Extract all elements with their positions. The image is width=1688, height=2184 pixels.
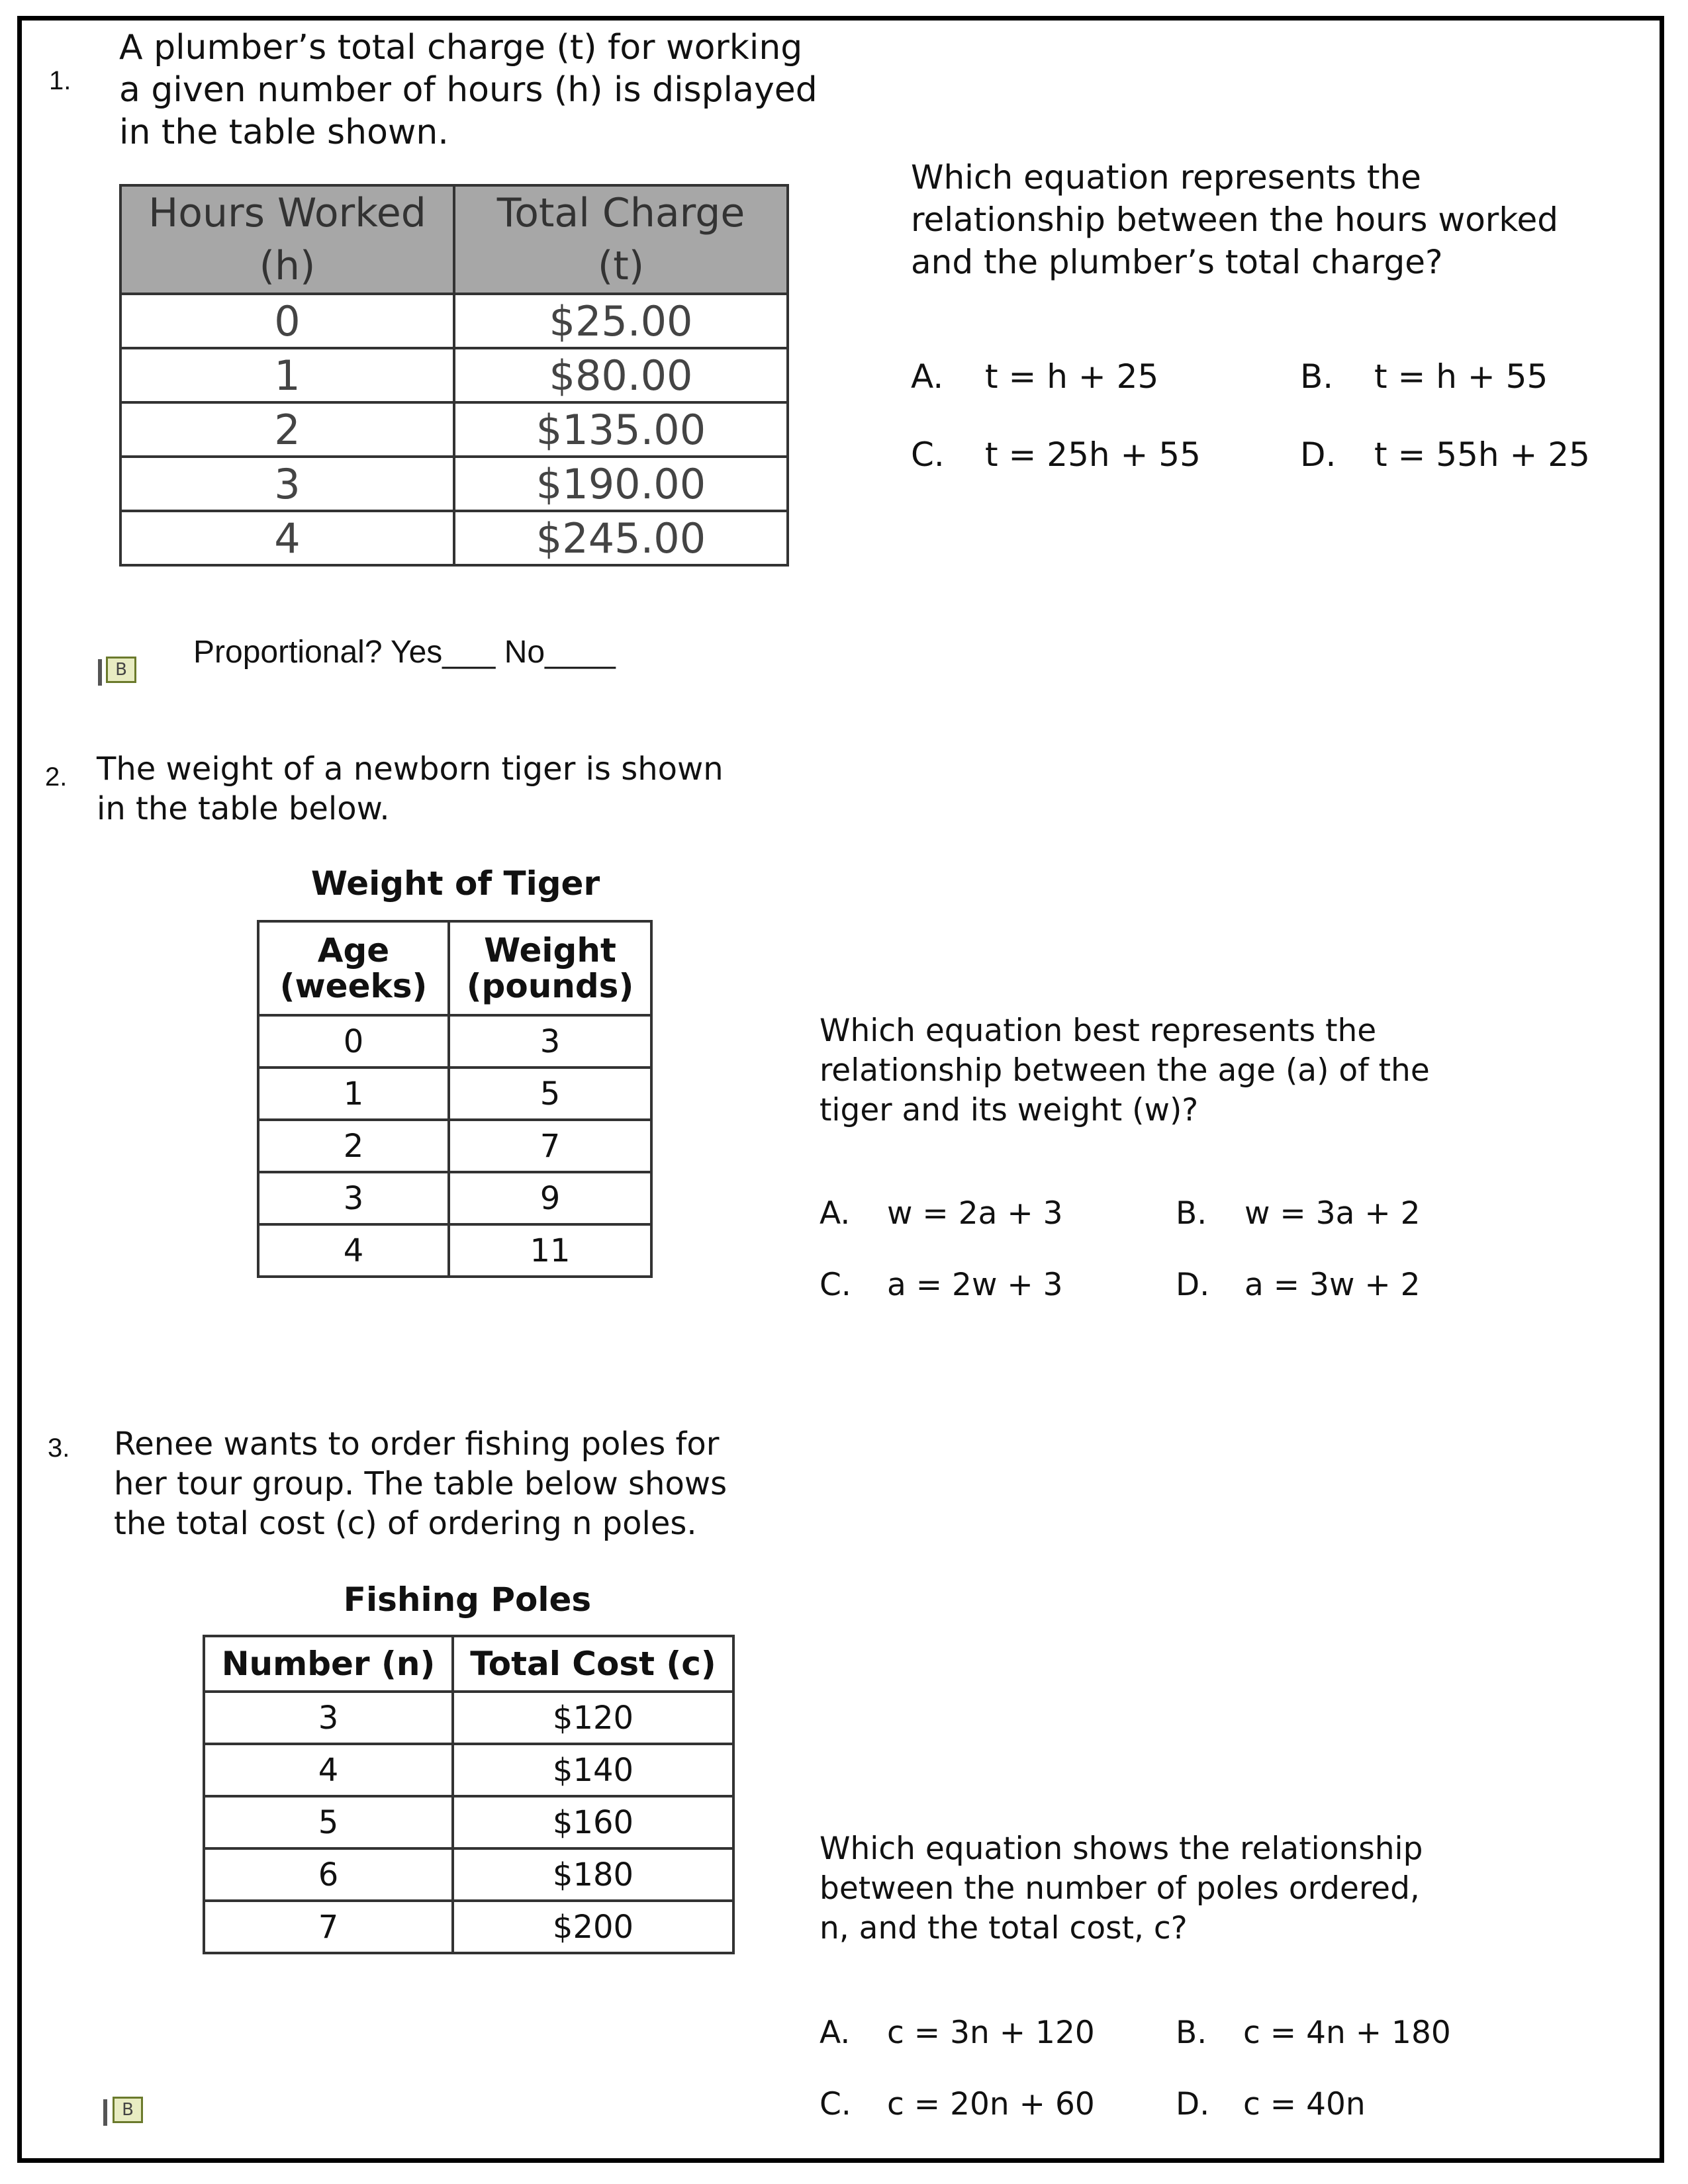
question-line: Which equation best represents the (820, 1013, 1377, 1049)
q3-option-d[interactable] (1176, 2086, 1209, 2122)
q1-stem-line: a given number of hours (h) is displayed (119, 70, 818, 110)
q2-option-b-eq: w = 3a + 2 (1244, 1195, 1421, 1232)
q3-option-a-eq: c = 3n + 120 (887, 2015, 1095, 2051)
q3-header-cost: Total Cost (c) (453, 1636, 733, 1692)
q2-stem (97, 749, 825, 829)
q1-stem-line: in the table shown. (119, 113, 449, 152)
header-line: (pounds) (466, 967, 634, 1005)
cell: 5 (204, 1796, 453, 1848)
q1-option-b[interactable] (1300, 357, 1333, 396)
q2-option-d-eq: a = 3w + 2 (1244, 1267, 1421, 1303)
cell: $140 (453, 1744, 733, 1796)
option-letter: B. (1176, 1195, 1207, 1232)
cell: 9 (449, 1172, 651, 1224)
cell: $25.00 (454, 294, 788, 348)
option-letter: B. (1176, 2015, 1207, 2051)
table-row (258, 1120, 651, 1172)
q1-option-b-eq: t = h + 55 (1374, 357, 1548, 396)
q1-table (119, 184, 789, 567)
cell: $80.00 (454, 348, 788, 402)
cell: 2 (120, 402, 454, 457)
option-letter: D. (1176, 2086, 1210, 2122)
cell: 3 (449, 1015, 651, 1068)
cell: 3 (258, 1172, 449, 1224)
q3-badge: B (113, 2097, 143, 2123)
cell: 3 (204, 1692, 453, 1744)
cell: 2 (258, 1120, 449, 1172)
cell: $200 (453, 1901, 733, 1953)
q1-number: 1. (49, 66, 71, 95)
cell: 11 (449, 1224, 651, 1277)
table-row (204, 1901, 733, 1953)
cell: $135.00 (454, 402, 788, 457)
cell: 0 (120, 294, 454, 348)
table-row (204, 1848, 733, 1901)
option-letter: D. (1300, 435, 1336, 474)
q2-option-d[interactable] (1176, 1267, 1209, 1303)
q1-badge: B (106, 657, 136, 683)
q3-number: 3. (48, 1433, 70, 1463)
option-letter: A. (911, 357, 944, 396)
q3-option-b[interactable] (1176, 2015, 1207, 2051)
option-letter: C. (911, 435, 945, 474)
option-letter: D. (1176, 1267, 1210, 1303)
cell: 4 (258, 1224, 449, 1277)
cell: 3 (120, 457, 454, 511)
question-line: Which equation represents the (911, 158, 1421, 197)
q3-question (820, 1829, 1548, 1948)
header-line: (h) (259, 243, 316, 289)
q1-proportional-prompt: Proportional? Yes___ No____ (193, 635, 616, 670)
cell: 4 (120, 511, 454, 565)
question-line: relationship between the hours worked (911, 201, 1559, 239)
q2-number: 2. (45, 762, 68, 792)
option-letter: C. (820, 1267, 851, 1303)
q3-option-c[interactable] (820, 2086, 851, 2122)
option-letter: A. (820, 2015, 851, 2051)
header-line: Age (317, 931, 390, 970)
q1-stem-line: A plumber’s total charge (t) for working (119, 28, 803, 68)
question-line: relationship between the age (a) of the (820, 1052, 1430, 1089)
q1-question (911, 156, 1639, 283)
q1-header-charge (454, 185, 788, 294)
cell: 7 (449, 1120, 651, 1172)
table-row (120, 348, 788, 402)
q3-stem (114, 1424, 842, 1543)
table-row (204, 1796, 733, 1848)
table-row (258, 1015, 651, 1068)
q1-option-d-eq: t = 55h + 25 (1374, 435, 1590, 474)
header-line: (weeks) (279, 967, 428, 1005)
cell: $245.00 (454, 511, 788, 565)
q3-table-caption: Fishing Poles (343, 1580, 592, 1619)
cell: 7 (204, 1901, 453, 1953)
table-row (204, 1744, 733, 1796)
q1-header-hours (120, 185, 454, 294)
table-row (204, 1692, 733, 1744)
question-line: n, and the total cost, c? (820, 1910, 1188, 1946)
q3-stem-line: Renee wants to order fishing poles for (114, 1426, 720, 1463)
q3-header-number: Number (n) (204, 1636, 453, 1692)
q2-option-a[interactable] (820, 1195, 850, 1232)
q1-option-a[interactable] (911, 357, 943, 396)
header-line: Hours Worked (148, 190, 426, 236)
q2-question (820, 1011, 1548, 1130)
cell: 6 (204, 1848, 453, 1901)
q1-option-d[interactable] (1300, 435, 1336, 474)
q1-option-c[interactable] (911, 435, 945, 474)
cell: 4 (204, 1744, 453, 1796)
option-letter: B. (1300, 357, 1334, 396)
q3-option-b-eq: c = 4n + 180 (1243, 2015, 1451, 2051)
q3-stem-line: her tour group. The table below shows (114, 1465, 727, 1502)
q2-stem-line: in the table below. (97, 790, 390, 827)
cell: $180 (453, 1848, 733, 1901)
table-row (258, 1224, 651, 1277)
table-row (258, 1068, 651, 1120)
q2-option-b[interactable] (1176, 1195, 1207, 1232)
option-letter: A. (820, 1195, 851, 1232)
question-line: tiger and its weight (w)? (820, 1092, 1199, 1128)
q1-option-c-eq: t = 25h + 55 (985, 435, 1201, 474)
table-row (120, 294, 788, 348)
q2-header-age (258, 921, 449, 1015)
q2-table-caption: Weight of Tiger (310, 864, 600, 903)
q1-stem (119, 26, 880, 154)
badge-bar-icon (103, 2099, 107, 2126)
q2-option-a-eq: w = 2a + 3 (887, 1195, 1063, 1232)
cell: 1 (258, 1068, 449, 1120)
q3-option-c-eq: c = 20n + 60 (887, 2086, 1095, 2122)
header-line: (t) (597, 243, 645, 289)
q3-table (203, 1635, 735, 1954)
q2-table (257, 920, 653, 1278)
badge-bar-icon (98, 659, 102, 686)
q1-option-a-eq: t = h + 25 (985, 357, 1159, 396)
question-line: Which equation shows the relationship (820, 1831, 1423, 1867)
q3-stem-line: the total cost (c) of ordering n poles. (114, 1505, 697, 1542)
cell: $160 (453, 1796, 733, 1848)
q2-stem-line: The weight of a newborn tiger is shown (97, 751, 724, 788)
q3-option-a[interactable] (820, 2015, 850, 2051)
q2-option-c[interactable] (820, 1267, 851, 1303)
question-line: and the plumber’s total charge? (911, 243, 1443, 281)
header-line: Weight (484, 931, 616, 970)
cell: $120 (453, 1692, 733, 1744)
q2-option-c-eq: a = 2w + 3 (887, 1267, 1063, 1303)
question-line: between the number of poles ordered, (820, 1870, 1420, 1907)
table-row (120, 511, 788, 565)
cell: $190.00 (454, 457, 788, 511)
cell: 1 (120, 348, 454, 402)
option-letter: C. (820, 2086, 851, 2122)
cell: 0 (258, 1015, 449, 1068)
q2-header-weight (449, 921, 651, 1015)
table-row (120, 457, 788, 511)
table-row (258, 1172, 651, 1224)
q3-option-d-eq: c = 40n (1243, 2086, 1366, 2122)
cell: 5 (449, 1068, 651, 1120)
header-line: Total Charge (496, 190, 745, 236)
table-row (120, 402, 788, 457)
